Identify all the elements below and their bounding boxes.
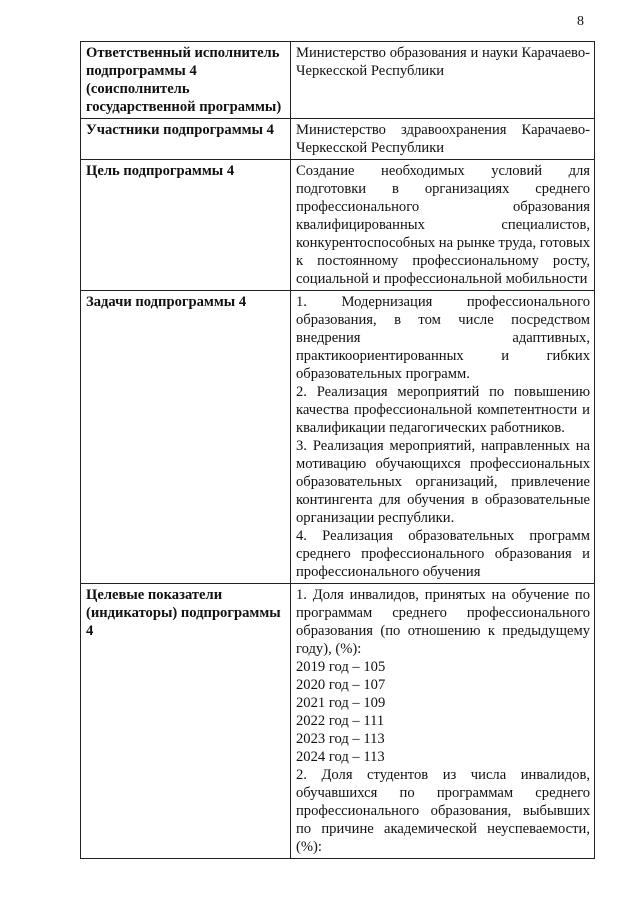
indicator-year-value: 2023 год – 113 (296, 731, 385, 747)
indicator-year-value: 2022 год – 111 (296, 713, 385, 729)
table-row (81, 42, 595, 119)
table-row (81, 119, 595, 160)
page-number: 8 (577, 14, 584, 29)
indicator-year-value: 2021 год – 109 (296, 695, 386, 711)
row-label-indicators: Целевые показатели (индикаторы) подпрограммы 4 (81, 584, 291, 859)
indicator-year-value: 2024 год – 113 (296, 749, 385, 765)
subprogram-passport-table (80, 41, 595, 859)
row-label-executor: Ответственный исполнитель подпрограммы 4 (соисполнитель государственной программы) (81, 42, 291, 119)
row-value-indicators (291, 584, 595, 859)
table-row (81, 584, 595, 859)
row-value-tasks (291, 291, 595, 584)
task-item: 2. Реализация мероприятий по повышению качества профессиональной компетентности и квалификации педагогических работников. (296, 384, 590, 436)
table-row (81, 160, 595, 291)
indicator-year-value: 2020 год – 107 (296, 677, 386, 693)
indicator-item: 2. Доля студентов из числа инвалидов, обучавшихся по программам среднего профессионального образования, выбывших по причине академической неуспеваемости, (%): (296, 767, 590, 855)
task-item: 4. Реализация образовательных программ среднего профессионального образования и профессионального обучения (296, 528, 590, 580)
row-label-participants: Участники подпрограммы 4 (81, 119, 291, 160)
table-row (81, 291, 595, 584)
row-value-participants: Министерство здравоохранения Карачаево-Черкесской Республики (291, 119, 595, 160)
row-label-goal: Цель подпрограммы 4 (81, 160, 291, 291)
row-value-goal: Создание необходимых условий для подготовки в организациях среднего профессионального образования квалифицированных специалистов, конкурентоспособных на рынке труда, готовых к постоянному профессиональному росту, социальной и профессиональной мобильности (291, 160, 595, 291)
task-item: 3. Реализация мероприятий, направленных на мотивацию обучающихся профессиональных образовательных организаций, привлечение контингента для обучения в образовательные организации республики. (296, 438, 590, 526)
indicator-year-value: 2019 год – 105 (296, 659, 386, 675)
row-value-executor: Министерство образования и науки Карачаево-Черкесской Республики (291, 42, 595, 119)
task-item: 1. Модернизация профессионального образования, в том числе посредством внедрения адаптивных, практикоориентированных и гибких образовательных программ. (296, 294, 590, 382)
indicator-item: 1. Доля инвалидов, принятых на обучение по программам среднего профессионального образования (по отношению к предыдущему году), (%): (296, 587, 590, 657)
row-label-tasks: Задачи подпрограммы 4 (81, 291, 291, 584)
